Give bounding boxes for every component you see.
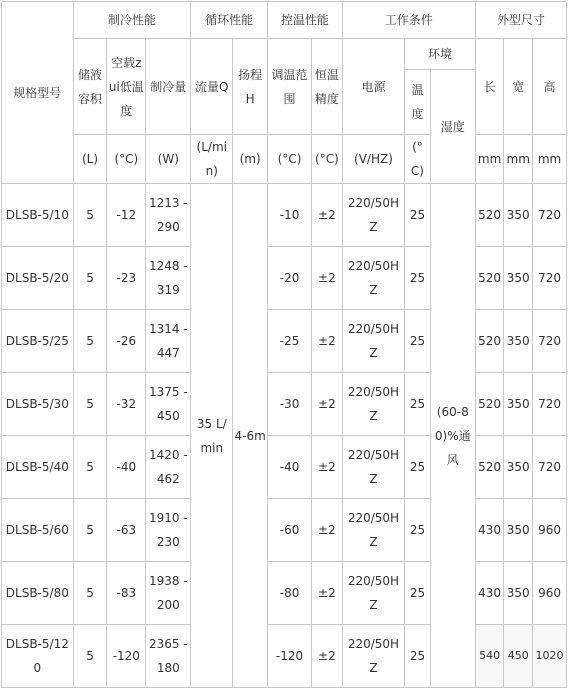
cell-precision: ±2 (312, 184, 343, 247)
header-temp-range: 调温范围 (268, 39, 312, 135)
cell-min-temp: -32 (107, 373, 146, 436)
header-power: 电源 (342, 39, 404, 135)
cell-cooling: 1938 - 200 (146, 562, 191, 625)
cell-precision: ±2 (312, 499, 343, 562)
spec-table-body (2, 2, 567, 688)
cell-width: 350 (504, 184, 533, 247)
cell-cooling: 1375 - 450 (146, 373, 191, 436)
unit-env-temp: (°C) (405, 135, 431, 184)
header-environment: 环境 (405, 39, 476, 70)
cell-cooling: 1248 - 319 (146, 247, 191, 310)
header-length: 长 (475, 39, 504, 135)
cell-cooling: 1314 - 447 (146, 310, 191, 373)
unit-cooling-capacity: (W) (146, 135, 191, 184)
cell-capacity: 5 (73, 436, 107, 499)
header-dimensions: 外型尺寸 (475, 2, 566, 39)
cell-length: 430 (475, 562, 504, 625)
cell-precision: ±2 (312, 373, 343, 436)
cell-env-temp: 25 (405, 373, 431, 436)
cell-temp-range: -20 (268, 247, 312, 310)
cell-height: 720 (533, 184, 567, 247)
cell-precision: ±2 (312, 310, 343, 373)
header-env-temp: 温度 (405, 70, 431, 135)
unit-flow: (L/min) (191, 135, 233, 184)
cell-min-temp: -63 (107, 499, 146, 562)
header-working-conditions: 工作条件 (342, 2, 475, 39)
cell-width: 350 (504, 310, 533, 373)
cell-width: 350 (504, 562, 533, 625)
header-row-environment (2, 39, 567, 70)
cell-precision: ±2 (312, 247, 343, 310)
cell-temp-range: -30 (268, 373, 312, 436)
cell-min-temp: -40 (107, 436, 146, 499)
cell-cooling: 1213 - 290 (146, 184, 191, 247)
cell-length: 540 (475, 625, 504, 688)
cell-length: 520 (475, 373, 504, 436)
unit-width: mm (504, 135, 533, 184)
cell-model: DLSB-5/120 (2, 625, 74, 688)
cell-model: DLSB-5/10 (2, 184, 74, 247)
header-cooling-capacity: 制冷量 (146, 39, 191, 135)
cell-env-temp: 25 (405, 310, 431, 373)
cell-power: 220/50HZ (342, 310, 404, 373)
header-no-load-min-temp: 空载zui低温度 (107, 39, 146, 135)
cell-height: 720 (533, 310, 567, 373)
cell-model: DLSB-5/30 (2, 373, 74, 436)
cell-precision: ±2 (312, 625, 343, 688)
cell-model: DLSB-5/60 (2, 499, 74, 562)
cell-env-temp: 25 (405, 625, 431, 688)
unit-tank-capacity: (L) (73, 135, 107, 184)
cell-height: 720 (533, 436, 567, 499)
unit-no-load-min-temp: (°C) (107, 135, 146, 184)
cell-power: 220/50HZ (342, 373, 404, 436)
header-temp-precision: 恒温精度 (312, 39, 343, 135)
cell-length: 520 (475, 436, 504, 499)
unit-temp-precision: (°C) (312, 135, 343, 184)
cell-width: 350 (504, 373, 533, 436)
cell-power: 220/50HZ (342, 436, 404, 499)
header-row-units (2, 135, 567, 184)
cell-height: 720 (533, 373, 567, 436)
cell-temp-range: -25 (268, 310, 312, 373)
cell-capacity: 5 (73, 499, 107, 562)
cell-temp-range: -10 (268, 184, 312, 247)
cell-model: DLSB-5/20 (2, 247, 74, 310)
cell-width: 350 (504, 436, 533, 499)
cell-length: 520 (475, 184, 504, 247)
cell-temp-range: -60 (268, 499, 312, 562)
cell-height: 960 (533, 499, 567, 562)
unit-power: (V/HZ) (342, 135, 404, 184)
cell-flow-shared: 35 L/min (191, 184, 233, 688)
cell-temp-range: -40 (268, 436, 312, 499)
cell-env-temp: 25 (405, 247, 431, 310)
cell-width: 350 (504, 247, 533, 310)
cell-capacity: 5 (73, 562, 107, 625)
cell-model: DLSB-5/80 (2, 562, 74, 625)
header-circulation: 循环性能 (191, 2, 268, 39)
table-row (2, 499, 567, 562)
cell-min-temp: -26 (107, 310, 146, 373)
table-row (2, 310, 567, 373)
header-model: 规格型号 (2, 2, 74, 184)
header-height: 高 (533, 39, 567, 135)
cell-precision: ±2 (312, 562, 343, 625)
cell-power: 220/50HZ (342, 184, 404, 247)
unit-temp-range: (°C) (268, 135, 312, 184)
cell-width: 350 (504, 499, 533, 562)
table-row (2, 373, 567, 436)
cell-temp-range: -80 (268, 562, 312, 625)
cell-height: 1020 (533, 625, 567, 688)
spec-table (1, 1, 567, 688)
unit-length: mm (475, 135, 504, 184)
cell-power: 220/50HZ (342, 499, 404, 562)
cell-env-temp: 25 (405, 184, 431, 247)
cell-env-temp: 25 (405, 436, 431, 499)
cell-width: 450 (504, 625, 533, 688)
cell-model: DLSB-5/40 (2, 436, 74, 499)
table-row (2, 562, 567, 625)
unit-lift: (m) (233, 135, 268, 184)
cell-height: 720 (533, 247, 567, 310)
cell-cooling: 1420 - 462 (146, 436, 191, 499)
cell-capacity: 5 (73, 184, 107, 247)
cell-capacity: 5 (73, 310, 107, 373)
cell-env-temp: 25 (405, 562, 431, 625)
cell-length: 520 (475, 247, 504, 310)
table-row (2, 436, 567, 499)
unit-height: mm (533, 135, 567, 184)
header-tank-capacity: 储液容积 (73, 39, 107, 135)
header-temp-control: 控温性能 (268, 2, 343, 39)
cell-precision: ±2 (312, 436, 343, 499)
cell-min-temp: -12 (107, 184, 146, 247)
cell-length: 520 (475, 310, 504, 373)
cell-cooling: 2365 - 180 (146, 625, 191, 688)
cell-cooling: 1910 - 230 (146, 499, 191, 562)
cell-length: 430 (475, 499, 504, 562)
cell-min-temp: -83 (107, 562, 146, 625)
cell-env-temp: 25 (405, 499, 431, 562)
cell-model: DLSB-5/25 (2, 310, 74, 373)
header-width: 宽 (504, 39, 533, 135)
header-env-humidity: 湿度 (430, 70, 475, 184)
cell-power: 220/50HZ (342, 562, 404, 625)
cell-humidity-shared: (60-80)%通风 (430, 184, 475, 688)
header-row-groups (2, 2, 567, 39)
cell-power: 220/50HZ (342, 247, 404, 310)
header-lift: 扬程H (233, 39, 268, 135)
cell-capacity: 5 (73, 247, 107, 310)
cell-lift-shared: 4-6m (233, 184, 268, 688)
cell-capacity: 5 (73, 625, 107, 688)
cell-height: 960 (533, 562, 567, 625)
header-flow: 流量Q (191, 39, 233, 135)
table-row (2, 625, 567, 688)
cell-min-temp: -120 (107, 625, 146, 688)
header-refrigeration: 制冷性能 (73, 2, 191, 39)
cell-temp-range: -120 (268, 625, 312, 688)
table-row (2, 184, 567, 247)
cell-power: 220/50HZ (342, 625, 404, 688)
table-row (2, 247, 567, 310)
cell-min-temp: -23 (107, 247, 146, 310)
cell-capacity: 5 (73, 373, 107, 436)
